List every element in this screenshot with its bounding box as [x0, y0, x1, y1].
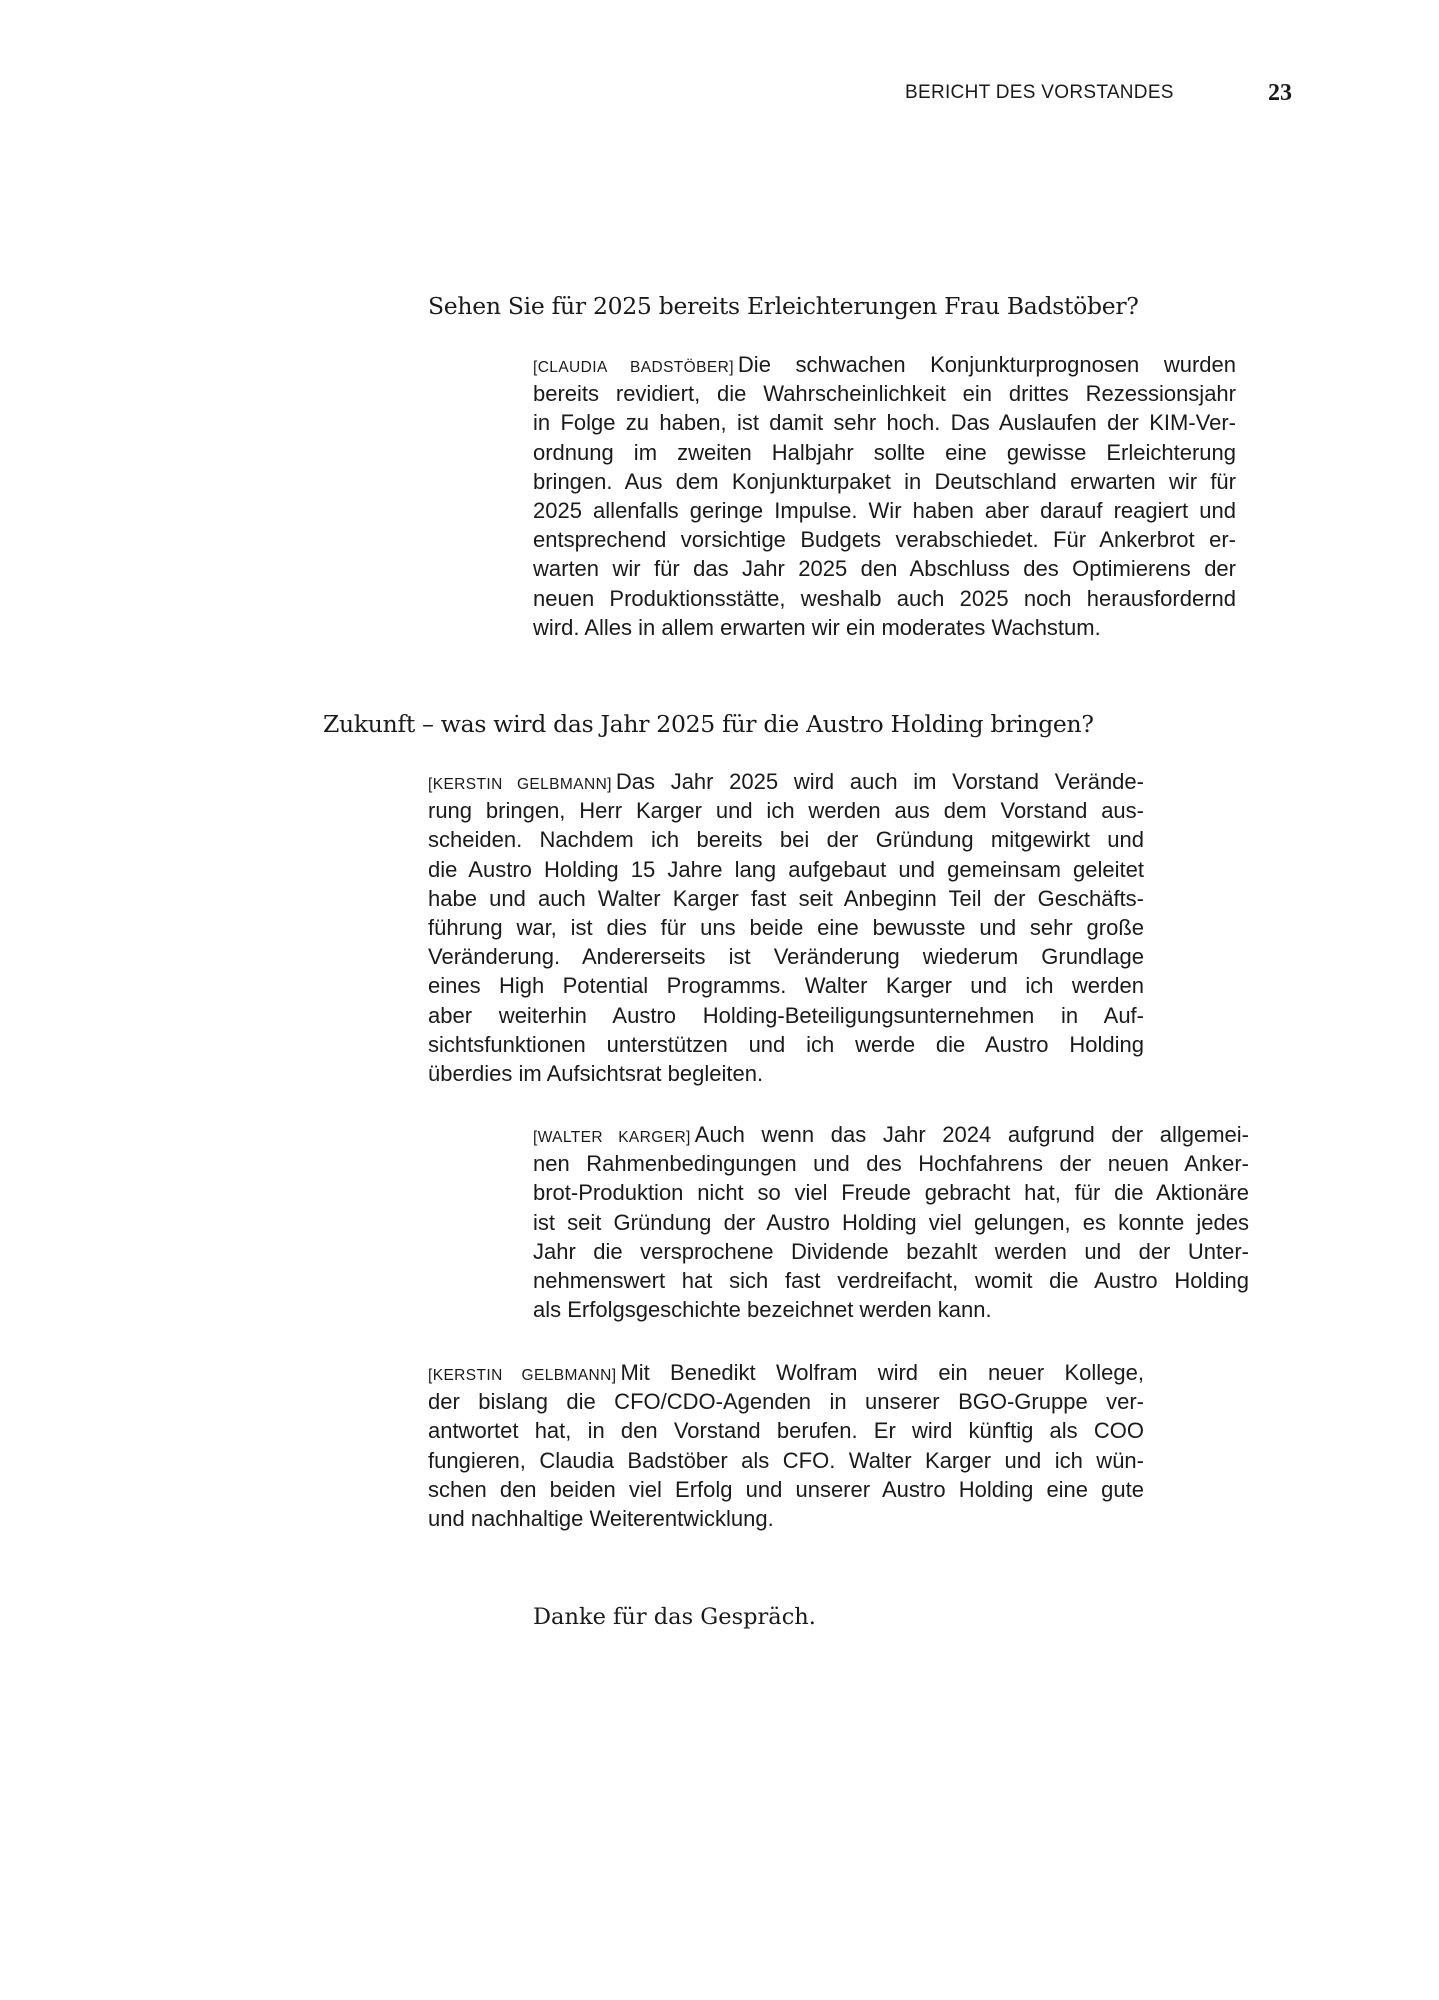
answer-line: warten wir für das Jahr 2025 den Abschluss des Optimierens der	[533, 556, 1236, 582]
answer-line: Jahr die versprochene Dividende bezahlt werden und der Unter-	[533, 1238, 1249, 1264]
answer-line: der bislang die CFO/CDO-Agenden in unserer BGO-Gruppe ver-	[428, 1389, 1144, 1415]
closing-remark: Danke für das Gespräch.	[533, 1604, 816, 1630]
answer-line: [WALTER KARGER] Auch wenn das Jahr 2024 aufgrund der allgemei-	[533, 1122, 1249, 1147]
answer-line: ist seit Gründung der Austro Holding viel gelungen, es konnte jedes	[533, 1209, 1249, 1235]
answer-line: nen Rahmenbedingungen und des Hochfahrens der neuen Anker-	[533, 1151, 1249, 1177]
answer-block	[428, 1358, 1144, 1533]
speaker-label: [KERSTIN GELBMANN]	[428, 776, 612, 793]
speaker-label: [KERSTIN GELBMANN]	[428, 1367, 617, 1384]
answer-line: als Erfolgsgeschichte bezeichnet werden kann.	[533, 1297, 992, 1323]
answer-line: rung bringen, Herr Karger und ich werden aus dem Vorstand aus-	[428, 798, 1144, 824]
section-title: BERICHT DES VORSTANDES	[905, 82, 1174, 103]
answer-line: antwortet hat, in den Vorstand berufen. Er wird künftig als COO	[428, 1418, 1144, 1444]
answer-line: nehmenswert hat sich fast verdreifacht, womit die Austro Holding	[533, 1267, 1249, 1293]
answer-line: scheiden. Nachdem ich bereits bei der Gründung mitgewirkt und	[428, 827, 1144, 853]
answer-line: 2025 allenfalls geringe Impulse. Wir haben aber darauf reagiert und	[533, 497, 1236, 523]
answer-line: die Austro Holding 15 Jahre lang aufgebaut und gemeinsam geleitet	[428, 856, 1144, 882]
answer-line: habe und auch Walter Karger fast seit Anbeginn Teil der Geschäfts-	[428, 885, 1144, 911]
answer-line: [KERSTIN GELBMANN] Das Jahr 2025 wird auch im Vorstand Verände-	[428, 769, 1144, 794]
answer-line: führung war, ist dies für uns beide eine bewusste und sehr große	[428, 914, 1144, 940]
answer-line: schen den beiden viel Erfolg und unserer Austro Holding eine gute	[428, 1476, 1144, 1502]
answer-line: [KERSTIN GELBMANN] Mit Benedikt Wolfram wird ein neuer Kollege,	[428, 1360, 1144, 1385]
answer-line: ordnung im zweiten Halbjahr sollte eine gewisse Erleichterung	[533, 439, 1236, 465]
answer-line: brot-Produktion nicht so viel Freude gebracht hat, für die Aktionäre	[533, 1180, 1249, 1206]
answer-block	[533, 1120, 1249, 1324]
question-heading: Zukunft – was wird das Jahr 2025 für die Austro Holding bringen?	[323, 710, 1094, 738]
answer-block	[533, 350, 1236, 642]
answer-line: in Folge zu haben, ist damit sehr hoch. Das Auslaufen der KIM-Ver-	[533, 410, 1236, 436]
answer-line: neuen Produktionsstätte, weshalb auch 2025 noch herausfordernd	[533, 585, 1236, 611]
answer-line: wird. Alles in allem erwarten wir ein moderates Wachstum.	[533, 614, 1101, 640]
answer-line: sichtsfunktionen unterstützen und ich werde die Austro Holding	[428, 1031, 1144, 1057]
answer-line: bereits revidiert, die Wahrscheinlichkeit ein drittes Rezessionsjahr	[533, 381, 1236, 407]
answer-line: bringen. Aus dem Konjunkturpaket in Deutschland erwarten wir für	[533, 468, 1236, 494]
answer-line: und nachhaltige Weiterentwicklung.	[428, 1505, 774, 1531]
answer-line: Veränderung. Andererseits ist Veränderung wiederum Grundlage	[428, 944, 1144, 970]
answer-line: entsprechend vorsichtige Budgets verabschiedet. Für Ankerbrot er-	[533, 527, 1236, 553]
answer-line: überdies im Aufsichtsrat begleiten.	[428, 1060, 764, 1086]
answer-line: fungieren, Claudia Badstöber als CFO. Walter Karger und ich wün-	[428, 1447, 1144, 1473]
speaker-label: [WALTER KARGER]	[533, 1129, 691, 1146]
page-number: 23	[1268, 80, 1292, 106]
answer-line: [CLAUDIA BADSTÖBER] Die schwachen Konjunkturprognosen wurden	[533, 352, 1237, 377]
answer-line: eines High Potential Programms. Walter Karger und ich werden	[428, 973, 1144, 999]
question-heading: Sehen Sie für 2025 bereits Erleichterungen Frau Badstöber?	[428, 292, 1139, 320]
speaker-label: [CLAUDIA BADSTÖBER]	[533, 359, 734, 376]
answer-block	[428, 767, 1144, 1088]
answer-line: aber weiterhin Austro Holding-Beteiligungsunternehmen in Auf-	[428, 1002, 1144, 1028]
